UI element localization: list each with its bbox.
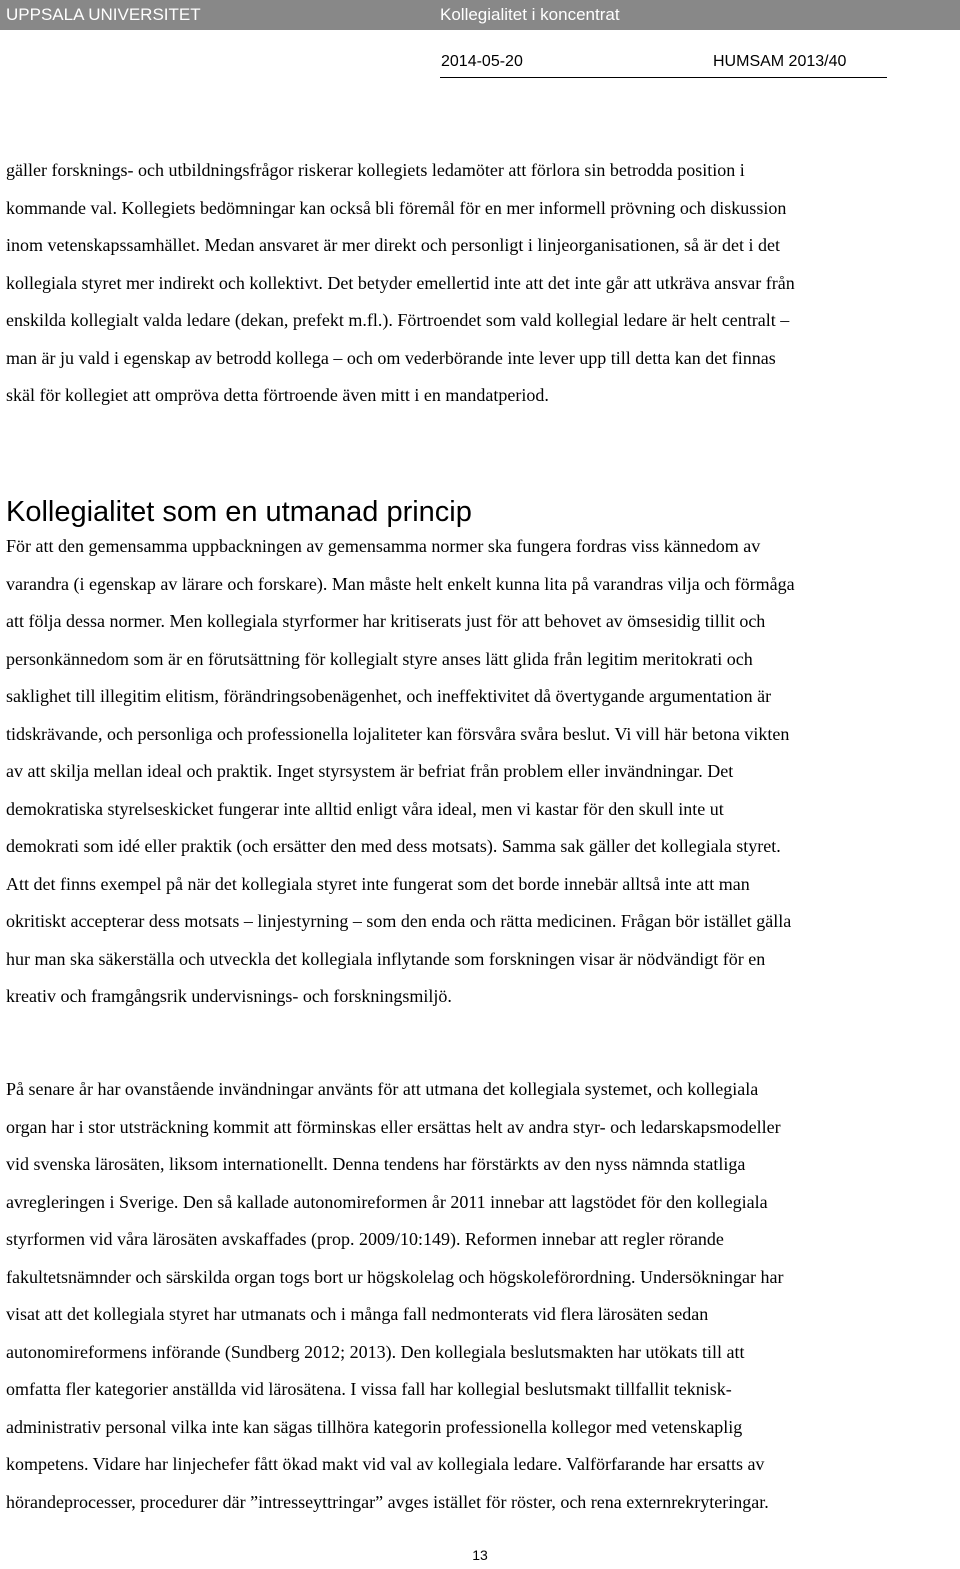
text-line: avregleringen i Sverige. Den så kallade autonomireformen år 2011 innebar att lagstödet för den kollegiala bbox=[6, 1191, 768, 1212]
text-line: kreativ och framgångsrik undervisnings- och forskningsmiljö. bbox=[6, 986, 452, 1006]
text-line: tidskrävande, och personliga och professionella lojaliteter kan försvåra svåra beslut. Vi vill här betona vikten bbox=[6, 723, 790, 744]
text-line: fakultetsnämnder och särskilda organ togs bort ur högskolelag och högskoleförordning. Undersökningar har bbox=[6, 1266, 784, 1287]
text-line: organ har i stor utsträckning kommit att förminskas eller ersättas helt av andra styr- och ledarskapsmodeller bbox=[6, 1116, 781, 1137]
paragraph-trust bbox=[6, 528, 956, 1016]
text-line: saklighet till illegitim elitism, förändringsobenägenhet, och ineffektivitet då övertygande argumentation är bbox=[6, 686, 772, 706]
text-line: av att skilja mellan ideal och praktik. Inget styrsystem är befriat från problem eller invändningar. Det bbox=[6, 761, 734, 781]
text-line: enskilda kollegialt valda ledare (dekan, prefekt m.fl.). Förtroendet som vald kollegial ledare är helt centralt – bbox=[6, 310, 790, 330]
text-line: kompetens. Vidare har linjechefer fått ökad makt vid val av kollegiala ledare. Valförfarande har ersatts av bbox=[6, 1454, 765, 1474]
text-line: styrformen vid våra lärosäten avskaffades (prop. 2009/10:149). Reformen innebar att regler rörande bbox=[6, 1229, 724, 1249]
text-line: kommande val. Kollegiets bedömningar kan också bli föremål för en mer informell prövning och diskussion bbox=[6, 197, 787, 218]
text-line: gäller forsknings- och utbildningsfrågor riskerar kollegiets ledamöter att förlora sin betrodda position i bbox=[6, 160, 745, 180]
text-line: vid svenska lärosäten, liksom internationellt. Denna tendens har förstärkts av den nyss nämnda statliga bbox=[6, 1154, 746, 1174]
document-reference: HUMSAM 2013/40 bbox=[713, 53, 847, 70]
text-line: hörandeprocesser, procedurer där ”intresseyttringar” avges istället för röster, och rena externrekryteringar. bbox=[6, 1491, 769, 1512]
text-line: att följa dessa normer. Men kollegiala styrformer har kritiserats just för att behovet av ömsesidig tillit och bbox=[6, 611, 766, 631]
text-line: hur man ska säkerställa och utveckla det kollegiala inflytande som forskningen visar är nödvändigt för en bbox=[6, 948, 766, 969]
text-line: okritiskt accepterar dess motsats – linjestyrning – som den enda och rätta medicinen. Frågan bör istället gälla bbox=[6, 911, 792, 931]
institution-name: UPPSALA UNIVERSITET bbox=[6, 5, 201, 24]
text-line: skäl för kollegiet att ompröva detta förtroende även mitt i en mandatperiod. bbox=[6, 385, 549, 405]
text-line: visat att det kollegiala styret har utmanats och i många fall nedmonterats vid flera lärosäten sedan bbox=[6, 1304, 709, 1324]
paragraph-accountability bbox=[6, 152, 956, 415]
document-date: 2014-05-20 bbox=[441, 53, 523, 70]
text-line: inom vetenskapssamhället. Medan ansvaret är mer direkt och personligt i linjeorganisationen, så är det i det bbox=[6, 235, 780, 255]
section-heading: Kollegialitet som en utmanad princip bbox=[6, 496, 472, 528]
text-line: administrativ personal vilka inte kan sägas tillhöra kategorin professionella kollegor med vetenskaplig bbox=[6, 1416, 743, 1437]
header-divider bbox=[440, 77, 887, 78]
page-number: 13 bbox=[472, 1547, 488, 1563]
document-title: Kollegialitet i koncentrat bbox=[440, 5, 620, 24]
text-line: demokratiska styrelseskicket fungerar inte alltid enligt våra ideal, men vi kastar för den skull inte ut bbox=[6, 798, 724, 819]
text-line: kollegiala styret mer indirekt och kollektivt. Det betyder emellertid inte att det inte går att utkräva ansvar från bbox=[6, 272, 795, 293]
text-line: man är ju vald i egenskap av betrodd kollega – och om vederbörande inte lever upp till detta kan det finnas bbox=[6, 347, 776, 368]
text-line: Att det finns exempel på när det kollegiala styret inte fungerat som det borde innebär alltså inte att man bbox=[6, 873, 750, 894]
text-line: demokrati som idé eller praktik (och ersätter den med dess motsats). Samma sak gäller det kollegiala styret. bbox=[6, 836, 781, 856]
text-line: För att den gemensamma uppbackningen av gemensamma normer ska fungera fordras viss kännedom av bbox=[6, 536, 761, 556]
text-line: På senare år har ovanstående invändningar använts för att utmana det kollegiala systemet, och kollegiala bbox=[6, 1079, 759, 1099]
text-line: autonomireformens införande (Sundberg 2012; 2013). Den kollegiala beslutsmakten har utökats till att bbox=[6, 1341, 745, 1362]
text-line: varandra (i egenskap av lärare och forskare). Man måste helt enkelt kunna lita på varandras vilja och förmåga bbox=[6, 573, 795, 594]
paragraph-reform bbox=[6, 1071, 956, 1521]
text-line: personkännedom som är en förutsättning för kollegialt styre anses lätt glida från legitim meritokrati och bbox=[6, 648, 753, 669]
header-band bbox=[0, 0, 960, 30]
text-line: omfatta fler kategorier anställda vid lärosätena. I vissa fall har kollegial beslutsmakt tillfallit teknisk- bbox=[6, 1379, 732, 1399]
